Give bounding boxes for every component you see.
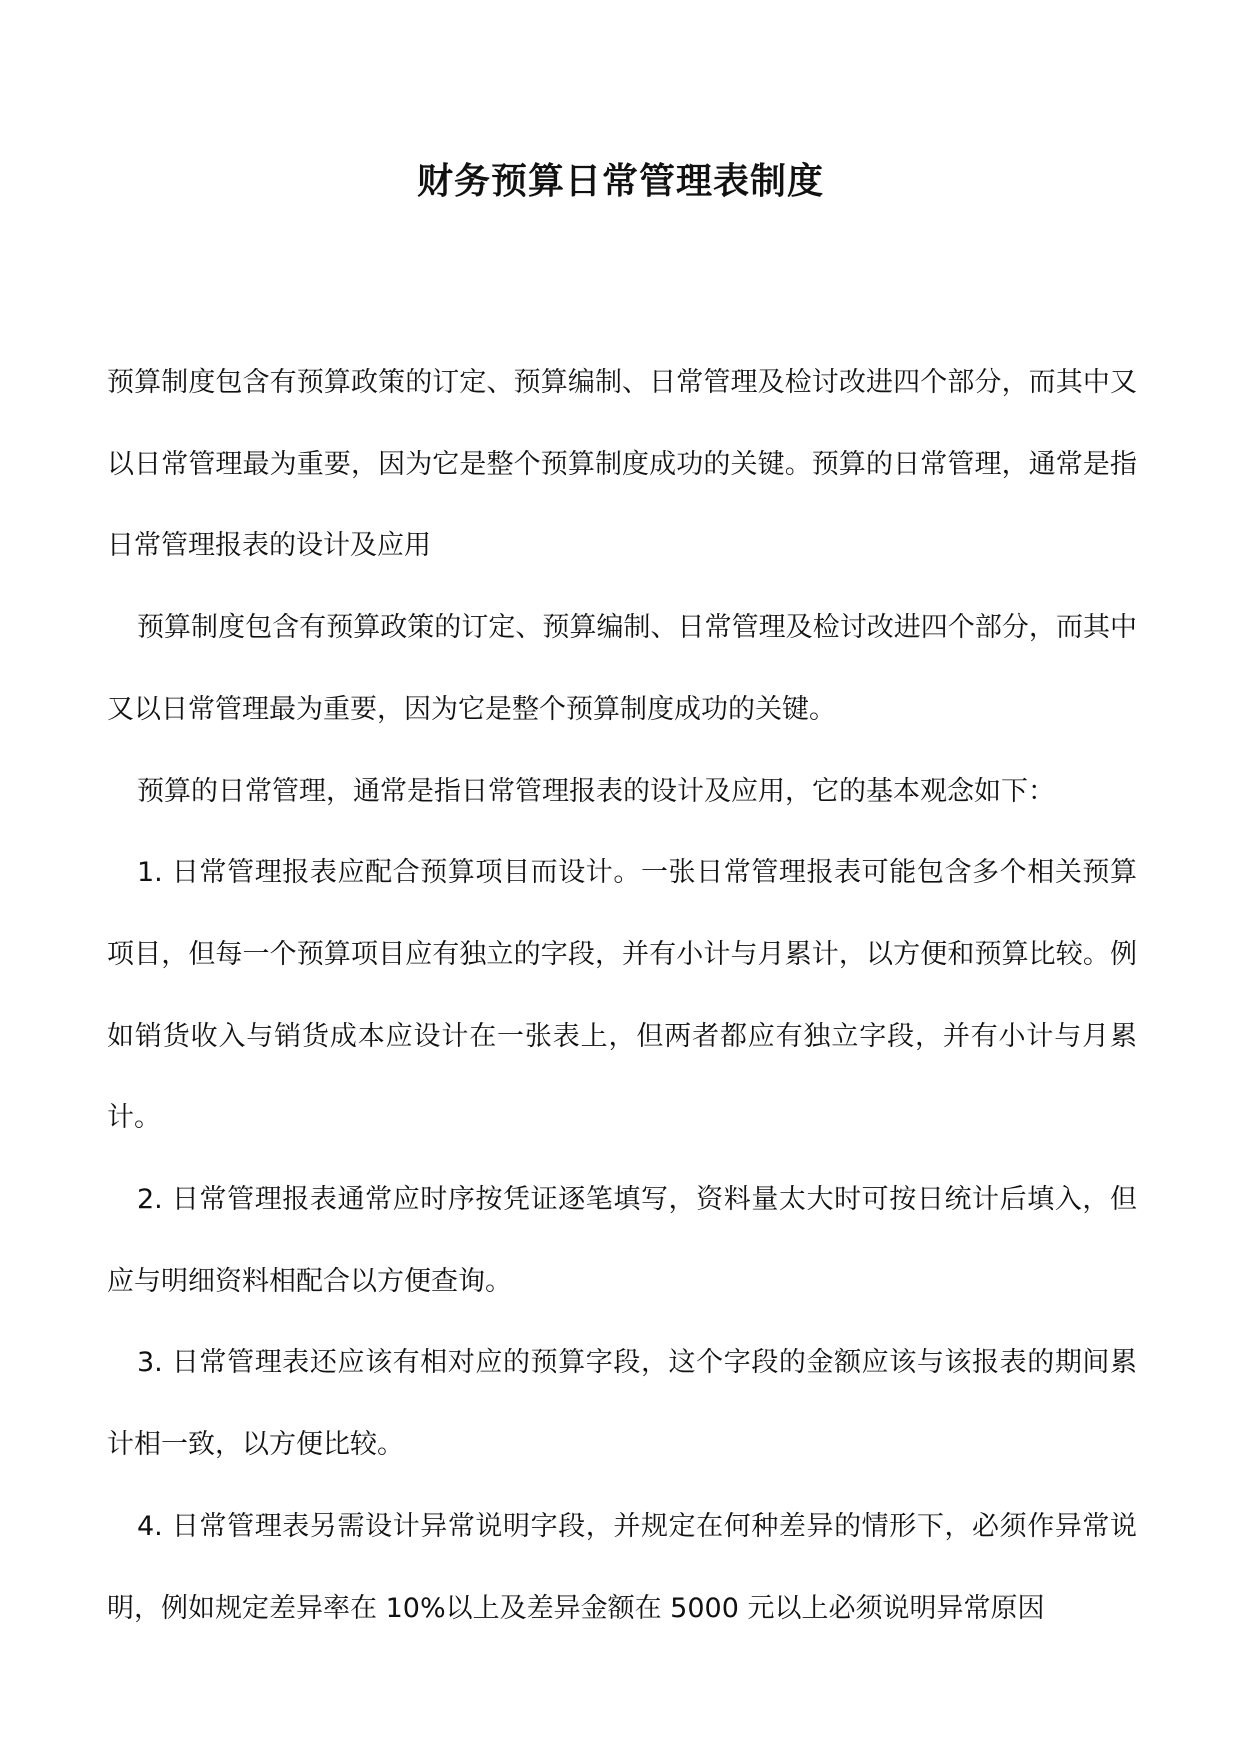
list-item-2: 2. 日常管理报表通常应时序按凭证逐笔填写，资料量太大时可按日统计后填入，但应与明细资料相配合以方便查询。 — [107, 1184, 1137, 1297]
paragraph-daily-management: 预算的日常管理，通常是指日常管理报表的设计及应用，它的基本观念如下： — [137, 775, 1055, 807]
document-title: 财务预算日常管理表制度 — [416, 161, 824, 202]
list-item-3: 3. 日常管理表还应该有相对应的预算字段，这个字段的金额应该与该报表的期间累计相一致，以方便比较。 — [107, 1347, 1137, 1461]
paragraph-intro: 预算制度包含有预算政策的订定、预算编制、日常管理及检讨改进四个部分，而其中又以日常管理最为重要，因为它是整个预算制度成功的关键。预算的日常管理，通常是指日常管理报表的设计及应用 — [107, 367, 1137, 562]
paragraph-budget-system: 预算制度包含有预算政策的订定、预算编制、日常管理及检讨改进四个部分，而其中又以日常管理最为重要，因为它是整个预算制度成功的关键。 — [107, 612, 1137, 725]
list-item-1: 1. 日常管理报表应配合预算项目而设计。一张日常管理报表可能包含多个相关预算项目，但每一个预算项目应有独立的字段，并有小计与月累计，以方便和预算比较。例如销货收入与销货成本应设计在一张表上，但两者都应有独立字段，并有小计与月累计。 — [107, 857, 1137, 1134]
list-item-4: 4. 日常管理表另需设计异常说明字段，并规定在何种差异的情形下，必须作异常说明，例如规定差异率在 10%以上及差异金额在 5000 元以上必须说明异常原因 — [107, 1510, 1137, 1624]
document-body — [107, 342, 1137, 1649]
